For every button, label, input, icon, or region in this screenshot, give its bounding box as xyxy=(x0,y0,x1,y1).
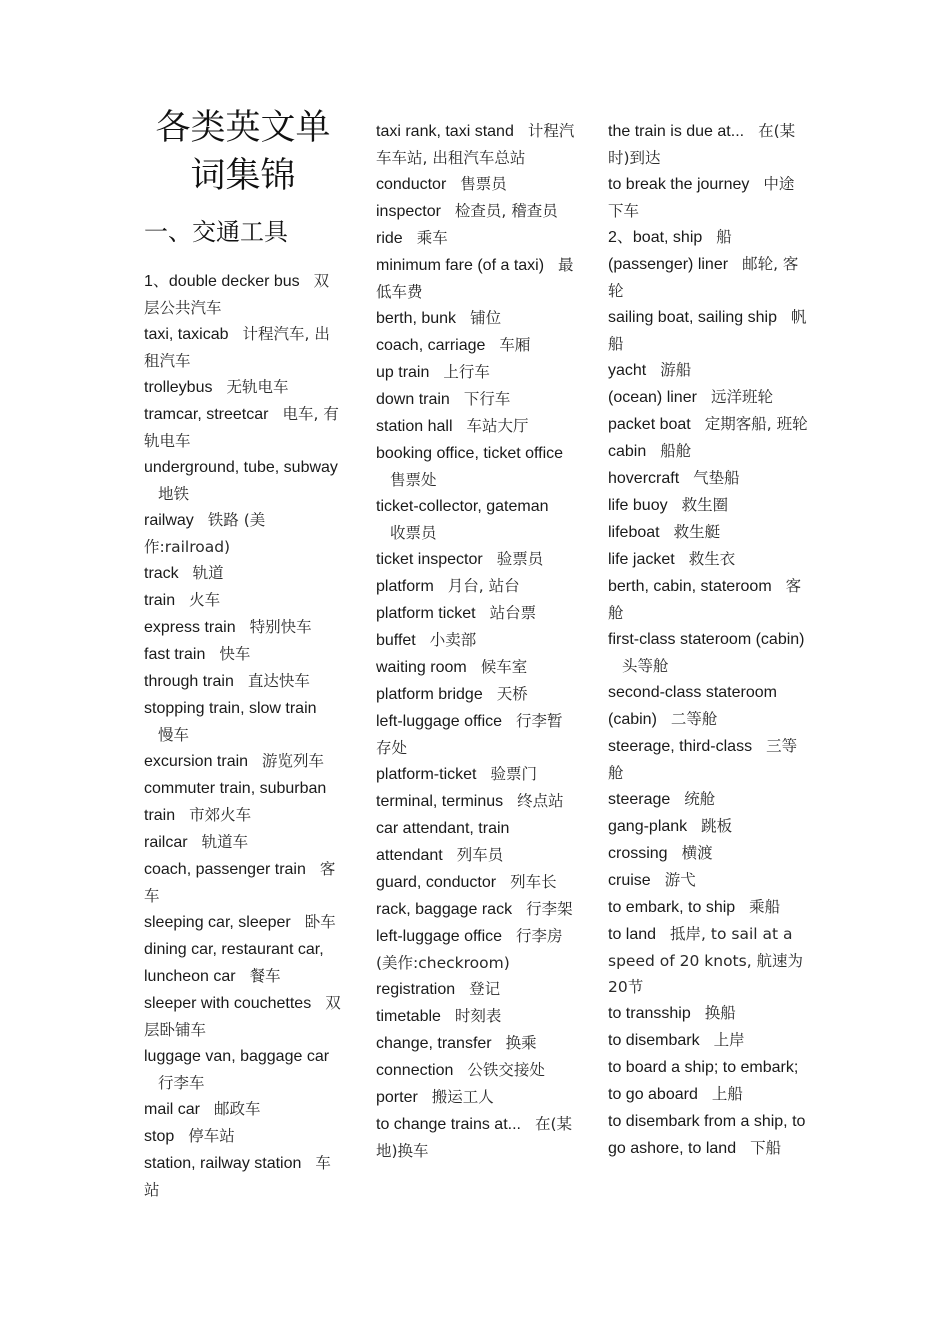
vocab-entry xyxy=(376,1030,576,1057)
english-term: luggage van, baggage car xyxy=(144,1048,330,1065)
chinese-translation: 验票门 xyxy=(490,765,537,783)
vocab-entry xyxy=(376,761,576,788)
chinese-translation: 双层卧铺车 xyxy=(144,994,341,1039)
english-term: mail car xyxy=(144,1101,201,1118)
english-term: life buoy xyxy=(608,497,668,514)
english-term: tramcar, streetcar xyxy=(144,406,269,423)
chinese-translation: 慢车 xyxy=(158,726,190,744)
vocab-entry xyxy=(376,413,576,440)
chinese-translation: 行李房 (美作:checkroom) xyxy=(376,927,563,972)
vocab-entry xyxy=(608,171,808,224)
chinese-translation: 车站大厅 xyxy=(466,417,529,435)
english-term: steerage, third-class xyxy=(608,738,753,755)
chinese-translation: 最低车费 xyxy=(376,256,574,301)
english-term: terminal, terminus xyxy=(376,793,504,810)
english-term: yacht xyxy=(608,362,647,379)
chinese-translation: 下船 xyxy=(750,1139,782,1157)
vocab-entry xyxy=(376,654,576,681)
vocab-entry xyxy=(144,668,344,695)
chinese-translation: 地铁 xyxy=(158,485,190,503)
vocab-entry xyxy=(144,1043,344,1096)
vocab-entry xyxy=(608,384,808,411)
english-term: up train xyxy=(376,364,430,381)
english-term: crossing xyxy=(608,845,668,862)
english-term: underground, tube, subway xyxy=(144,459,338,476)
english-term: waiting room xyxy=(376,659,467,676)
english-term: railway xyxy=(144,512,194,529)
chinese-translation: 月台, 站台 xyxy=(447,577,520,595)
english-term: stopping train, slow train xyxy=(144,700,317,717)
english-term: conductor xyxy=(376,176,447,193)
chinese-translation: 远洋班轮 xyxy=(710,388,773,406)
english-term: train xyxy=(144,592,176,609)
english-term: station hall xyxy=(376,418,453,435)
vocab-entry xyxy=(144,775,344,829)
chinese-translation: 轨道 xyxy=(192,564,224,582)
english-term: berth, cabin, stateroom xyxy=(608,578,772,595)
english-term: commuter train, suburban train xyxy=(144,780,327,824)
chinese-translation: 抵岸, to sail at a speed of 20 knots, 航速为20节 xyxy=(608,925,804,996)
vocab-entry xyxy=(144,560,344,587)
chinese-translation: 游船 xyxy=(660,361,692,379)
english-term: timetable xyxy=(376,1008,441,1025)
vocab-entry xyxy=(376,1111,576,1164)
english-term: sailing boat, sailing ship xyxy=(608,309,777,326)
vocab-entry xyxy=(608,733,808,786)
chinese-translation: 船 xyxy=(716,228,732,246)
chinese-translation: 特别快车 xyxy=(249,618,312,636)
english-term: sleeper with couchettes xyxy=(144,995,312,1012)
english-term: to land xyxy=(608,926,657,943)
vocab-entry xyxy=(376,252,576,305)
chinese-translation: 市郊火车 xyxy=(189,806,252,824)
english-term: packet boat xyxy=(608,416,691,433)
chinese-translation: 三等舱 xyxy=(608,737,798,782)
english-term: fast train xyxy=(144,646,206,663)
english-term: excursion train xyxy=(144,753,249,770)
vocab-entry xyxy=(608,118,808,171)
vocab-list-3 xyxy=(608,118,808,1162)
english-term: dining car, restaurant car, luncheon car xyxy=(144,941,324,985)
vocab-entry xyxy=(376,359,576,386)
english-term: to embark, to ship xyxy=(608,899,736,916)
english-term: gang-plank xyxy=(608,818,688,835)
vocab-entry xyxy=(144,1150,344,1203)
chinese-translation: 无轨电车 xyxy=(226,378,289,396)
vocab-entry xyxy=(608,1000,808,1027)
chinese-translation: 横渡 xyxy=(681,844,713,862)
english-term: registration xyxy=(376,981,456,998)
english-term: to board a ship; to embark; to go aboard xyxy=(608,1059,799,1103)
chinese-translation: 检查员, 稽查员 xyxy=(454,202,558,220)
vocab-entry xyxy=(608,867,808,894)
vocab-entry xyxy=(608,251,808,304)
english-term: (passenger) liner xyxy=(608,256,729,273)
chinese-translation: 电车, 有轨电车 xyxy=(144,405,339,450)
chinese-translation: 列车员 xyxy=(456,846,504,864)
chinese-translation: 在(某地)换车 xyxy=(376,1115,573,1160)
chinese-translation: 双层公共汽车 xyxy=(144,272,330,317)
english-term: ticket inspector xyxy=(376,551,483,568)
vocab-entry xyxy=(376,788,576,815)
english-term: second-class stateroom (cabin) xyxy=(608,684,777,728)
vocab-entry xyxy=(376,573,576,600)
english-term: change, transfer xyxy=(376,1035,492,1052)
chinese-translation: 二等舱 xyxy=(670,710,718,728)
chinese-translation: 铺位 xyxy=(470,309,502,327)
chinese-translation: 停车站 xyxy=(188,1127,235,1145)
english-term: platform ticket xyxy=(376,605,476,622)
chinese-translation: 游弋 xyxy=(664,871,696,889)
english-term: first-class stateroom (cabin) xyxy=(608,631,805,648)
english-term: down train xyxy=(376,391,450,408)
vocab-entry xyxy=(144,587,344,614)
chinese-translation: 列车长 xyxy=(510,873,557,891)
vocab-entry xyxy=(144,321,344,374)
chinese-translation: 终点站 xyxy=(517,792,564,810)
chinese-translation: 在(某时)到达 xyxy=(608,122,796,167)
vocab-entry xyxy=(376,440,576,493)
chinese-translation: 行李架 xyxy=(526,900,573,918)
vocab-entry xyxy=(144,374,344,401)
vocab-entry xyxy=(376,708,576,761)
chinese-translation: 铁路 (美作:railroad) xyxy=(144,511,266,556)
vocab-entry xyxy=(608,679,808,733)
vocab-entry xyxy=(376,600,576,627)
chinese-translation: 卧车 xyxy=(304,913,336,931)
english-term: (ocean) liner xyxy=(608,389,697,406)
vocab-entry xyxy=(376,493,576,546)
english-term: left-luggage office xyxy=(376,928,503,945)
chinese-translation: 搬运工人 xyxy=(431,1088,494,1106)
english-term: connection xyxy=(376,1062,454,1079)
chinese-translation: 邮轮, 客轮 xyxy=(608,255,799,300)
chinese-translation: 快车 xyxy=(219,645,251,663)
english-term: track xyxy=(144,565,179,582)
vocab-list-1 xyxy=(144,268,344,1203)
vocab-entry xyxy=(144,829,344,856)
english-term: trolleybus xyxy=(144,379,213,396)
vocab-entry xyxy=(608,438,808,465)
chinese-translation: 小卖部 xyxy=(429,631,477,649)
vocab-entry xyxy=(608,840,808,867)
english-term: inspector xyxy=(376,203,441,220)
vocab-entry xyxy=(376,1057,576,1084)
chinese-translation: 火车 xyxy=(189,591,221,609)
vocab-entry xyxy=(608,492,808,519)
vocab-entry xyxy=(608,519,808,546)
vocab-entry xyxy=(144,1123,344,1150)
vocab-entry xyxy=(376,546,576,573)
chinese-translation: 帆船 xyxy=(608,308,807,353)
chinese-translation: 公铁交接处 xyxy=(467,1061,545,1079)
english-term: porter xyxy=(376,1089,418,1106)
vocab-entry xyxy=(144,695,344,748)
chinese-translation: 客舱 xyxy=(608,577,802,622)
vocab-entry xyxy=(376,386,576,413)
vocab-entry xyxy=(144,856,344,909)
english-term: minimum fare (of a taxi) xyxy=(376,257,545,274)
chinese-translation: 船舱 xyxy=(660,442,692,460)
chinese-translation: 站台票 xyxy=(489,604,537,622)
chinese-translation: 跳板 xyxy=(701,817,733,835)
vocab-entry xyxy=(144,748,344,775)
vocab-entry xyxy=(608,1054,808,1108)
english-term: sleeping car, sleeper xyxy=(144,914,291,931)
vocab-entry xyxy=(376,171,576,198)
english-term: lifeboat xyxy=(608,524,660,541)
chinese-translation: 换乘 xyxy=(505,1034,537,1052)
chinese-translation: 天桥 xyxy=(496,685,528,703)
english-term: platform bridge xyxy=(376,686,483,703)
english-term: steerage xyxy=(608,791,671,808)
vocab-entry xyxy=(608,465,808,492)
english-term: to change trains at... xyxy=(376,1116,521,1133)
vocab-entry xyxy=(608,546,808,573)
chinese-translation: 头等舱 xyxy=(622,657,669,675)
vocab-entry xyxy=(376,923,576,976)
chinese-translation: 上船 xyxy=(711,1085,743,1103)
vocab-entry xyxy=(144,507,344,560)
english-term: railcar xyxy=(144,834,188,851)
english-term: coach, carriage xyxy=(376,337,486,354)
english-term: car attendant, train attendant xyxy=(376,820,510,864)
chinese-translation: 中途下车 xyxy=(608,175,795,220)
chinese-translation: 邮政车 xyxy=(214,1100,261,1118)
english-term: platform-ticket xyxy=(376,766,477,783)
chinese-translation: 直达快车 xyxy=(247,672,310,690)
vocab-entry xyxy=(608,224,808,251)
english-term: to disembark xyxy=(608,1032,700,1049)
chinese-translation: 上岸 xyxy=(713,1031,745,1049)
english-term: berth, bunk xyxy=(376,310,457,327)
english-term: cruise xyxy=(608,872,651,889)
chinese-translation: 计程汽车, 出租汽车 xyxy=(144,325,330,370)
chinese-translation: 气垫船 xyxy=(693,469,740,487)
english-term: ticket-collector, gateman xyxy=(376,498,549,515)
chinese-translation: 收票员 xyxy=(390,524,437,542)
vocab-entry xyxy=(376,225,576,252)
chinese-translation: 游览列车 xyxy=(262,752,325,770)
vocab-entry xyxy=(608,304,808,357)
section-heading: 一、交通工具 xyxy=(144,218,288,246)
vocab-entry xyxy=(144,909,344,936)
chinese-translation: 验票员 xyxy=(496,550,544,568)
vocab-entry xyxy=(608,786,808,813)
english-term: express train xyxy=(144,619,236,636)
english-term: left-luggage office xyxy=(376,713,503,730)
vocab-entry xyxy=(144,401,344,454)
vocab-entry xyxy=(144,990,344,1043)
vocab-entry xyxy=(376,305,576,332)
english-term: life jacket xyxy=(608,551,675,568)
vocab-entry xyxy=(376,1084,576,1111)
vocab-entry xyxy=(144,454,344,507)
vocab-entry xyxy=(608,626,808,679)
vocab-entry xyxy=(608,1027,808,1054)
vocab-entry xyxy=(608,921,808,1000)
chinese-translation: 时刻表 xyxy=(454,1007,502,1025)
chinese-translation: 救生圈 xyxy=(681,496,729,514)
chinese-translation: 统舱 xyxy=(684,790,716,808)
page-title: 各类英文单词集锦 xyxy=(155,108,331,196)
vocab-entry xyxy=(376,118,576,171)
english-term: to transship xyxy=(608,1005,691,1022)
vocab-entry xyxy=(376,1003,576,1030)
chinese-translation: 下行车 xyxy=(463,390,511,408)
vocab-entry xyxy=(144,614,344,641)
english-term: rack, baggage rack xyxy=(376,901,513,918)
chinese-translation: 定期客船, 班轮 xyxy=(704,415,808,433)
vocab-entry xyxy=(608,1108,808,1162)
english-term: through train xyxy=(144,673,234,690)
chinese-translation: 售票员 xyxy=(460,175,507,193)
chinese-translation: 行李车 xyxy=(158,1074,205,1092)
vocab-entry xyxy=(608,357,808,384)
english-term: ride xyxy=(376,230,403,247)
english-term: the train is due at... xyxy=(608,123,745,140)
chinese-translation: 乘船 xyxy=(749,898,781,916)
vocab-entry xyxy=(376,976,576,1003)
vocab-entry xyxy=(376,681,576,708)
chinese-translation: 售票处 xyxy=(390,471,437,489)
vocab-entry xyxy=(608,411,808,438)
vocab-entry xyxy=(144,1096,344,1123)
vocab-entry xyxy=(376,815,576,869)
vocab-entry xyxy=(608,573,808,626)
english-term: station, railway station xyxy=(144,1155,302,1172)
english-term: taxi, taxicab xyxy=(144,326,229,343)
chinese-translation: 餐车 xyxy=(249,967,281,985)
vocab-list-2 xyxy=(376,118,576,1164)
english-term: 2、boat, ship xyxy=(608,229,703,246)
vocab-entry xyxy=(144,268,344,321)
chinese-translation: 计程汽车车站, 出租汽车总站 xyxy=(376,122,575,167)
vocab-entry xyxy=(376,896,576,923)
english-term: booking office, ticket office xyxy=(376,445,564,462)
vocab-entry xyxy=(376,332,576,359)
chinese-translation: 登记 xyxy=(469,980,501,998)
chinese-translation: 乘车 xyxy=(416,229,448,247)
english-term: platform xyxy=(376,578,434,595)
chinese-translation: 轨道车 xyxy=(201,833,249,851)
chinese-translation: 上行车 xyxy=(443,363,490,381)
vocab-entry xyxy=(608,894,808,921)
chinese-translation: 换船 xyxy=(704,1004,736,1022)
vocab-entry xyxy=(376,627,576,654)
chinese-translation: 救生衣 xyxy=(688,550,736,568)
vocab-entry xyxy=(376,869,576,896)
chinese-translation: 行李暂存处 xyxy=(376,712,563,757)
english-term: 1、double decker bus xyxy=(144,273,300,290)
english-term: buffet xyxy=(376,632,416,649)
chinese-translation: 救生艇 xyxy=(673,523,721,541)
english-term: guard, conductor xyxy=(376,874,497,891)
english-term: hovercraft xyxy=(608,470,680,487)
english-term: to disembark from a ship, to go ashore, to land xyxy=(608,1113,806,1157)
chinese-translation: 候车室 xyxy=(480,658,528,676)
english-term: stop xyxy=(144,1128,175,1145)
chinese-translation: 车站 xyxy=(144,1154,331,1199)
chinese-translation: 客车 xyxy=(144,860,336,905)
vocab-entry xyxy=(144,641,344,668)
english-term: to break the journey xyxy=(608,176,750,193)
vocab-entry xyxy=(608,813,808,840)
vocab-entry xyxy=(144,936,344,990)
english-term: coach, passenger train xyxy=(144,861,306,878)
vocab-entry xyxy=(376,198,576,225)
english-term: cabin xyxy=(608,443,647,460)
english-term: taxi rank, taxi stand xyxy=(376,123,514,140)
chinese-translation: 车厢 xyxy=(499,336,531,354)
